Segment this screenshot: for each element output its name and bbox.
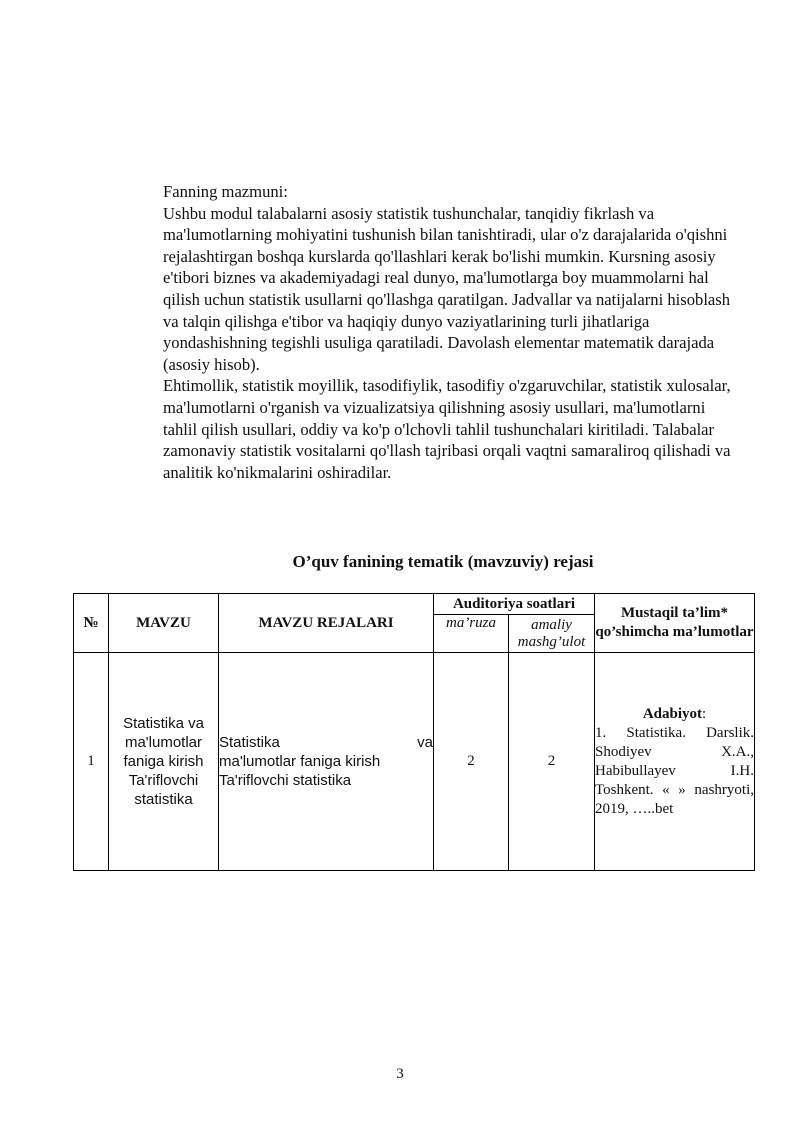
- adabiyot-heading-colon: :: [702, 705, 707, 722]
- header-mustaqil-line1: Mustaqil ta’lim*: [620, 605, 729, 621]
- header-mavzu: MAVZU: [109, 594, 219, 653]
- page-number: 3: [396, 1066, 404, 1082]
- table-title: O’quv fanining tematik (mavzuviy) rejasi: [292, 552, 594, 571]
- header-amaliy-line1: amaliy: [531, 616, 572, 633]
- content-paragraph-2: Ehtimollik, statistik moyillik, tasodifiylik, tasodifiy o'zgaruvchilar, statistik xulosalar, ma'lumotlarni o'rganish va vizualizatsiya qilishning asosiy usullari, ma'lumotlarni tahlil qilish usullari, oddiy va ko'p o'lchovli tahlil tushunchalari kiritiladi. Talabalar zamonaviy statistik vositalarni qo'llash tajribasi orqali vaqtni samaraliroq qilishadi va analitik ko'nikmalarini oshiradilar.: [163, 376, 731, 482]
- content-paragraph-1: Ushbu modul talabalarni asosiy statistik tushunchalar, tanqidiy fikrlash va ma'lumotlarning mohiyatini tushunish bilan tanishtiradi, ular o'z darajalarida o'qishni rejalashtirgan boshqa kurslarda qo'llashlari kerak bo'lishi mumkin. Kursning asosiy e'tibori biznes va akademiyadagi real dunyo, ma'lumotlarga boy muammolarni hal qilish uchun statistik usullarni qo'llashga qaratilgan. Jadvallar va natijalarni hisoblash va talqin qilishga e'tibor va haqiqiy dunyo vaziyatlarining turli jihatlariga yondashishning tegishli usuliga qaratiladi. Davolash elementar matematik darajada (asosiy hisob).: [163, 203, 731, 374]
- row-rejalar-line: Ta'riflovchi statistika: [219, 772, 352, 789]
- adabiyot-line: 2019, …..bet: [595, 800, 674, 817]
- row-mavzu-line: statistika: [134, 791, 193, 808]
- row-mavzu-line: ma'lumotlar: [124, 734, 203, 751]
- header-amaliy-mashgulot: [509, 615, 595, 653]
- header-amaliy-line2: mashg’ulot: [517, 633, 586, 650]
- content-heading: Fanning mazmuni:: [163, 182, 288, 201]
- row-rejalar-line: ma'lumotlar faniga kirish: [219, 753, 381, 770]
- row-mavzu: [109, 653, 219, 871]
- adabiyot-line: Habibullayev I.H.: [595, 762, 754, 779]
- header-maruza: ma’ruza: [434, 615, 509, 653]
- row-mavzu-line: Ta'riflovchi: [128, 772, 199, 789]
- adabiyot-line: 1. Statistika. Darslik.: [595, 724, 754, 741]
- row-rejalar-line: Statistika va: [219, 734, 433, 751]
- table-row: [74, 653, 755, 871]
- header-mustaqil-line2: qo’shimcha ma’lumotlar: [595, 624, 754, 640]
- adabiyot-heading: [595, 705, 754, 724]
- row-mavzu-rejalari: [219, 653, 434, 871]
- row-amaliy-hours: 2: [509, 653, 595, 871]
- header-number: №: [74, 594, 109, 653]
- row-maruza-hours: 2: [434, 653, 509, 871]
- table-header-row: [74, 594, 755, 615]
- adabiyot-heading-label: Adabiyot: [642, 705, 702, 722]
- content-block: [163, 181, 738, 483]
- adabiyot-line: Shodiyev X.A.,: [595, 743, 754, 760]
- header-mavzu-rejalari: MAVZU REJALARI: [219, 594, 434, 653]
- row-mavzu-line: Statistika va: [123, 715, 204, 732]
- header-auditoriya-soatlari: Auditoriya soatlari: [434, 594, 595, 615]
- row-mavzu-line: faniga kirish: [123, 753, 204, 770]
- row-number: 1: [74, 653, 109, 871]
- adabiyot-line: Toshkent. « » nashryoti,: [595, 781, 754, 798]
- thematic-plan-table: [73, 593, 755, 871]
- header-mustaqil-talim: [595, 594, 755, 653]
- row-adabiyot: [595, 653, 755, 871]
